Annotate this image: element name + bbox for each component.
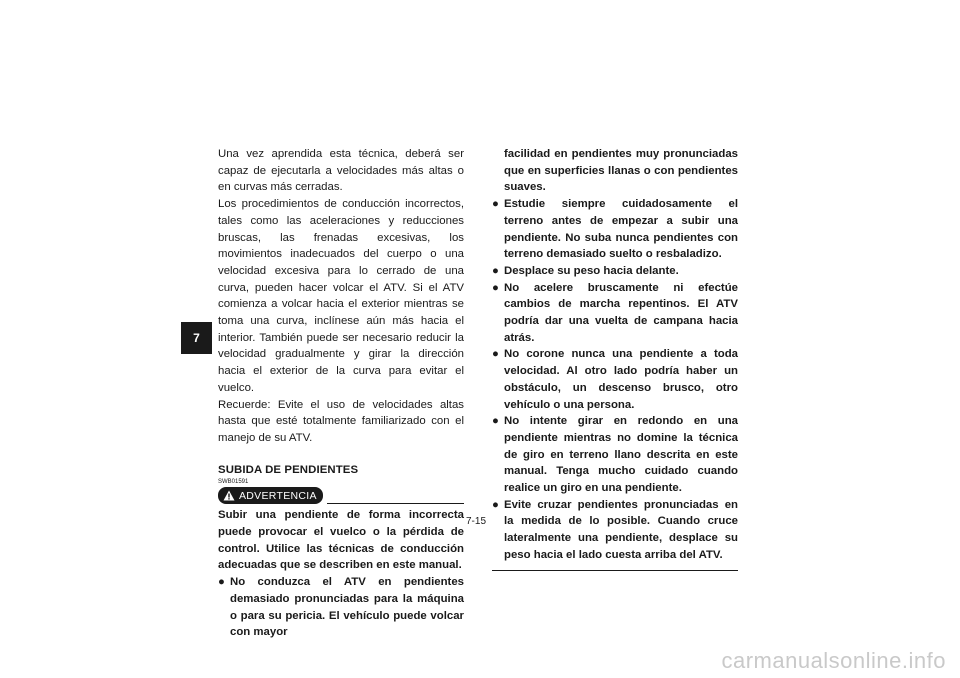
bullet-icon: ● [218,576,225,589]
right-column [492,146,738,571]
list-item: ● No conduzca el ATV en pendientes demasiado pronunciadas para la máquina o para su pericia. El vehículo puede volcar con mayor [218,576,464,639]
warning-label: ADVERTENCIA [239,489,317,502]
list-item: ● No acelere bruscamente ni efectúe cambios de marcha repentinos. El ATV podría dar una vuelta de campana hacia atrás. [492,281,738,344]
warning-badge [218,487,323,504]
left-column [218,146,464,641]
list-item: ● Estudie siempre cuidadosamente el terreno antes de empezar a subir una pendiente. No suba nunca pendientes con terreno demasiado suelto o resbaladizo. [492,198,738,261]
chapter-tab: 7 [181,322,212,354]
warning-rule [327,503,464,504]
list-item: ● Evite cruzar pendientes pronunciadas en la medida de lo posible. Cuando cruce lateralmente una pendiente, desplace su peso hacia el lado cuesta arriba del ATV. [492,498,738,561]
warning-end-rule [492,570,738,571]
reference-code: SWB01591 [218,479,249,486]
bullet-icon: ● [492,348,499,361]
bullet-icon: ● [492,415,499,428]
paragraph: Una vez aprendida esta técnica, deberá ser capaz de ejecutarla a velocidades más altas o en curvas más cerradas. [218,148,464,194]
bullet-icon: ● [492,198,499,211]
watermark: carmanualsonline.info [721,648,946,673]
warning-header [218,487,464,504]
paragraph: Recuerde: Evite el uso de velocidades altas hasta que esté totalmente familiarizado con el manejo de su ATV. [218,398,464,444]
bullet-icon: ● [492,281,499,294]
warning-lead: Subir una pendiente de forma incorrecta puede provocar el vuelco o la pérdida de control. Utilice las técnicas de conducción adecuadas que se describen en este manual. [218,509,464,572]
list-item: ● No corone nunca una pendiente a toda velocidad. Al otro lado podría haber un obstáculo, un descenso brusco, otro vehículo o una persona. [492,348,738,411]
warning-list-continued [492,196,738,563]
intro-text [218,146,464,447]
section-heading: SUBIDA DE PENDIENTES [218,463,359,476]
bullet-icon: ● [492,498,499,511]
list-item: ● No intente girar en redondo en una pendiente mientras no domine la técnica de giro en terreno llano descrita en este manual. Tenga mucho cuidado cuando realice un giro en una pendiente. [492,415,738,495]
warning-triangle-icon [223,490,235,501]
list-item: ● Desplace su peso hacia delante. [492,263,738,280]
continued-bullet-text: facilidad en pendientes muy pronunciadas que en superficies llanas o con pendientes suaves. [504,148,738,194]
paragraph: Los procedimientos de conducción incorrectos, tales como las aceleraciones y reducciones bruscas, las frenadas excesivas, los movimientos inadecuados del cuerpo o una velocidad excesiva para lo cerrado de una curva, pueden hacer volcar el ATV. Si el ATV comienza a volcar hacia el exterior mientras se toma una curva, inclínese aún más hacia el interior. También puede ser necesario reducir la velocidad gradualmente y girar la dirección hacia el exterior de la curva para evitar el vuelco. [218,198,464,394]
bullet-icon: ● [492,264,499,277]
warning-list [218,574,464,641]
page-number: 7-15 [466,516,487,527]
